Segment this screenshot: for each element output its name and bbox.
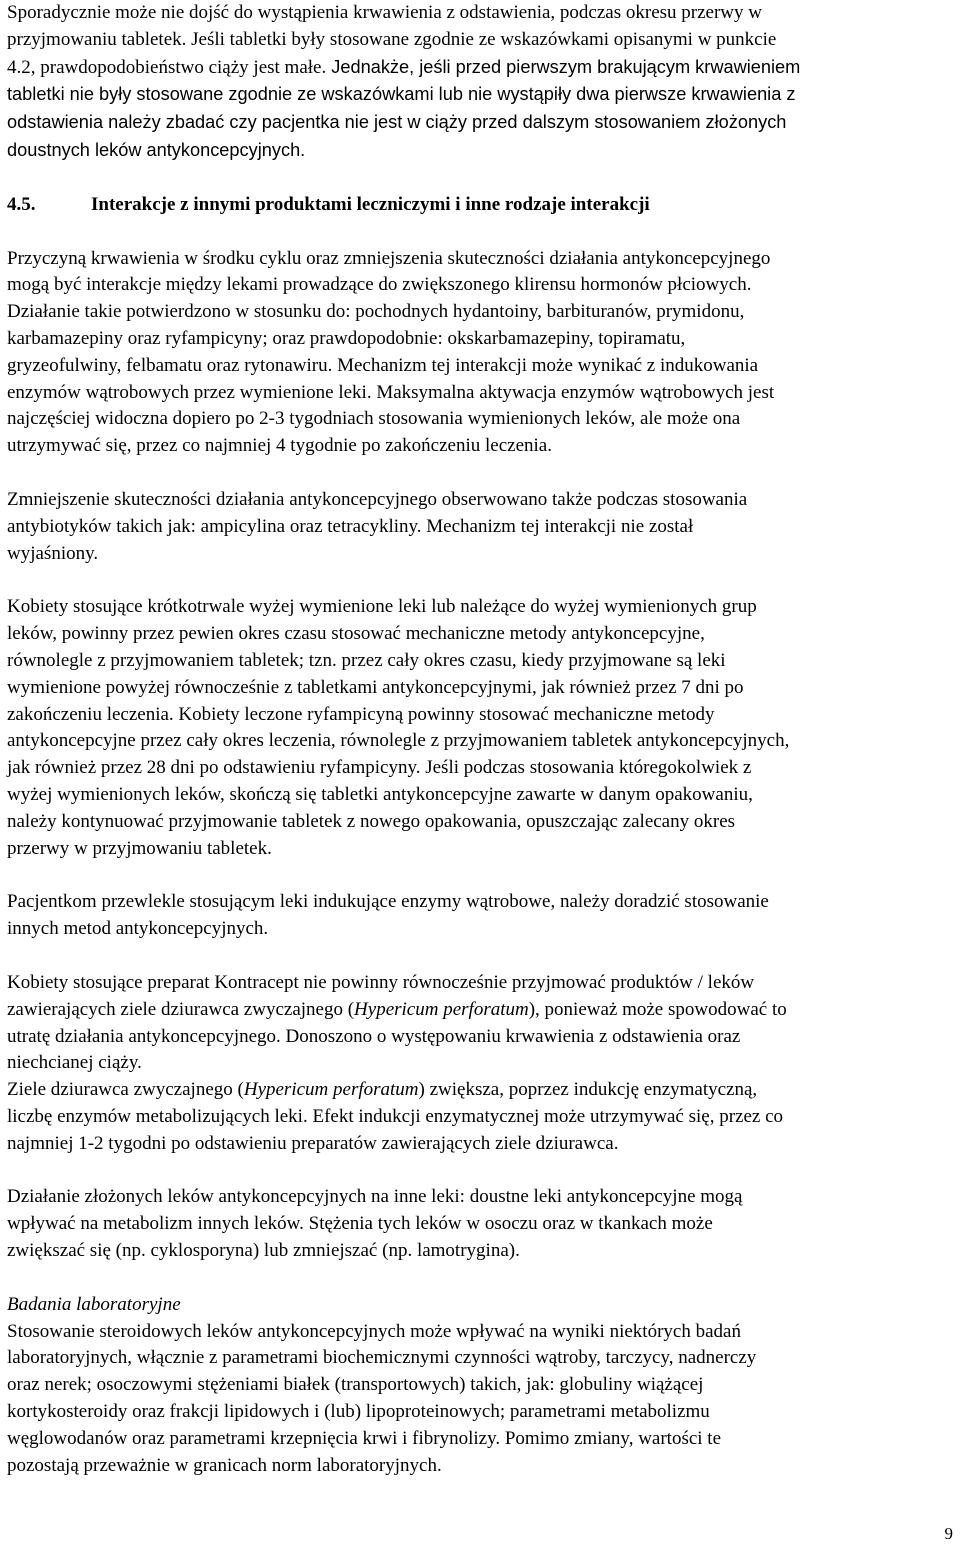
paragraph-effects-on-other-drugs: Działanie złożonych leków antykoncepcyjnych na inne leki: doustne leki antykoncepcyjne mogą wpływać na metabolizm innych leków. Stężenia tych leków w osoczu oraz w tkankach może zwiększać się (np. cyklosporyna) lub zmniejszać (np. lamotrygina). xyxy=(7,1186,743,1262)
document-page xyxy=(7,0,953,1479)
spacer xyxy=(7,460,953,487)
paragraph-long-term-use: Pacjentkom przewlekle stosującym leki indukujące enzymy wątrobowe, należy doradzić stosowanie innych metod antykoncepcyjnych. xyxy=(7,891,769,940)
latin-name: Hypericum perforatum xyxy=(354,998,529,1020)
text-segment: Kobiety stosujące preparat Kontracept nie powinny równocześnie przyjmować produktów / leków zawierających ziele dziurawca zwyczajnego ( xyxy=(7,971,755,1020)
paragraph-interactions: Przyczyną krwawienia w środku cyklu oraz zmniejszenia skuteczności działania antykoncepcyjnego mogą być interakcje między lekami prowadzące do zwiększonego klirensu hormonów płciowych. Działanie takie potwierdzono w stosunku do: pochodnych hydantoiny, barbituranów, prymidonu, karbamazepiny oraz ryfampicyny; oraz prawdopodobnie: okskarbamazepiny, topiramatu, gryzeofulwiny, felbamatu oraz rytonawiru. Mechanizm tej interakcji może wynikać z indukowania enzymów wątrobowych przez wymienione leki. Maksymalna aktywacja enzymów wątrobowych jest najczęściej widoczna dopiero po 2-3 tygodniach stosowania wymienionych leków, ale może ona utrzymywać się, przez co najmniej 4 tygodnie po zakończeniu leczenia. xyxy=(7,247,775,457)
text-segment: ), ponieważ może spowodować to utratę działania antykoncepcyjnego. Donoszono o występowaniu krwawienia z odstawienia oraz niechcianej ciąży. Ziele dziurawca zwyczajnego ( xyxy=(7,998,787,1101)
intro-text-sans: Jednakże, jeśli przed pierwszym brakującym krwawieniem tabletki nie były stosowane zgodnie ze wskazówkami lub nie wystąpiły dwa pierwsze krwawienia z odstawienia należy zbadać czy pacjentka nie jest w ciąży przed dalszym stosowaniem złożonych doustnych leków antykoncepcyjnych. xyxy=(7,56,801,160)
spacer xyxy=(7,567,953,594)
spacer xyxy=(7,1265,953,1292)
section-number: 4.5. xyxy=(7,193,36,215)
text-segment: ) zwiększa, poprzez indukcję enzymatyczną, liczbę enzymów metabolizujących leki. Efekt indukcji enzymatycznej może utrzymywać się, przez co najmniej 1-2 tygodni po odstawieniu preparatów zawierających ziele dziurawca. xyxy=(7,1079,784,1154)
spacer xyxy=(7,165,953,192)
paragraph-lab-tests: Stosowanie steroidowych leków antykoncepcyjnych może wpływać na wyniki niektórych badań laboratoryjnych, włącznie z parametrami biochemicznymi czynności wątroby, tarczycy, nadnerczy oraz nerek; osoczowymi stężeniami białek (transportowych) takich, jak: globuliny wiążącej kortykosteroidy oraz frakcji lipidowych i (lub) lipoproteinowych; parametrami metabolizmu węglowodanów oraz parametrami krzepnięcia krwi i fibrynolizy. Pomimo zmiany, wartości te pozostają przeważnie w granicach norm laboratoryjnych. xyxy=(7,1320,757,1476)
spacer xyxy=(7,1157,953,1184)
spacer xyxy=(7,219,953,246)
section-title: Interakcje z innymi produktami leczniczymi i inne rodzaje interakcji xyxy=(91,193,650,215)
intro-paragraph xyxy=(7,0,953,165)
spacer xyxy=(7,862,953,889)
spacer xyxy=(7,943,953,970)
latin-name: Hypericum perforatum xyxy=(243,1079,419,1101)
lab-tests-heading xyxy=(7,1292,953,1319)
lab-tests-heading-text: Badania laboratoryjne xyxy=(7,1293,181,1315)
section-heading xyxy=(7,192,953,219)
paragraph-antibiotics: Zmniejszenie skuteczności działania antykoncepcyjnego obserwowano także podczas stosowania antybiotyków takich jak: ampicylina oraz tetracykliny. Mechanizm tej interakcji nie został wyjaśniony. xyxy=(7,488,748,564)
page-number: 9 xyxy=(944,1524,953,1543)
paragraph-st-johns-wort xyxy=(7,970,953,1158)
intro-text-serif: Sporadycznie może nie dojść do wystąpienia krwawienia z odstawienia, podczas okresu przerwy w przyjmowaniu tabletek. Jeśli tabletki były stosowane zgodnie ze wskazówkami opisanymi w punkcie 4.2, prawdopodobieństwo ciąży jest małe. xyxy=(7,2,777,78)
paragraph-short-term-use: Kobiety stosujące krótkotrwale wyżej wymienione leki lub należące do wyżej wymienionych grup leków, powinny przez pewien okres czasu stosować mechaniczne metody antykoncepcyjne, równolegle z przyjmowaniem tabletek; tzn. przez cały okres czasu, kiedy przyjmowane są leki wymienione powyżej równocześnie z tabletkami antykoncepcyjnymi, jak również przez 7 dni po zakończeniu leczenia. Kobiety leczone ryfampicyną powinny stosować mechaniczne metody antykoncepcyjne przez cały okres leczenia, równolegle z przyjmowaniem tabletek antykoncepcyjnych, jak również przez 28 dni po odstawieniu ryfampicyny. Jeśli podczas stosowania któregokolwiek z wyżej wymienionych leków, skończą się tabletki antykoncepcyjne zawarte w danym opakowaniu, należy kontynuować przyjmowanie tabletek z nowego opakowania, opuszczając zalecany okres przerwy w przyjmowaniu tabletek. xyxy=(7,596,790,859)
